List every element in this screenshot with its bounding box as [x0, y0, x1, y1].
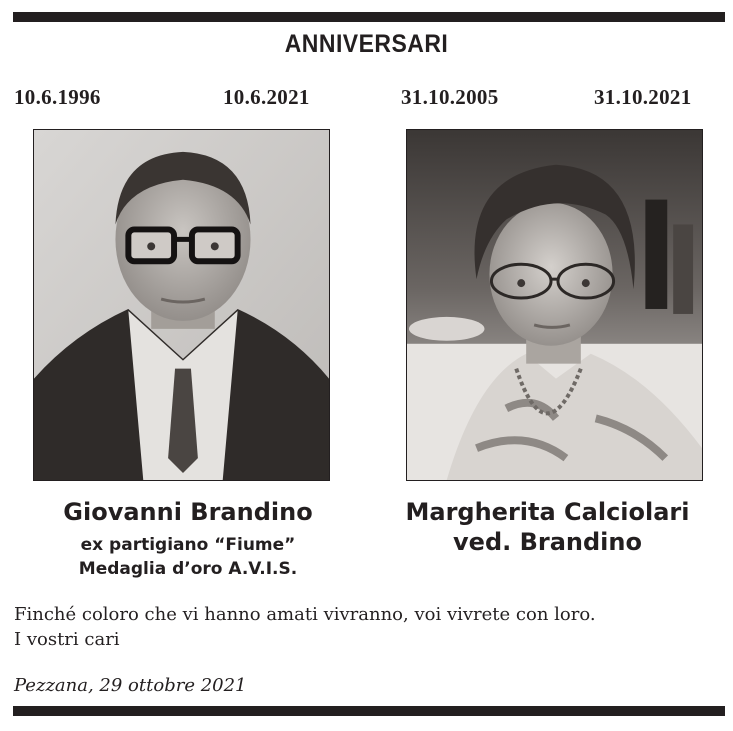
portrait-photo-man-icon: [34, 130, 329, 480]
portrait-margherita-calciolari: [406, 129, 703, 481]
memorial-verse: [14, 602, 724, 652]
verse-signature: I vostri cari: [14, 629, 120, 650]
top-border-rule: [13, 12, 725, 22]
right-date-from: 31.10.2005: [401, 85, 499, 109]
left-date-to: 10.6.2021: [223, 85, 310, 109]
bottom-border-rule: [13, 706, 725, 716]
portrait-giovanni-brandino: [33, 129, 330, 481]
verse-line: Finché coloro che vi hanno amati vivranno, voi vivrete con loro.: [14, 604, 596, 625]
left-person-award: Medaglia d’oro A.V.I.S.: [78, 559, 298, 579]
left-person-subtitle: ex partigiano “Fiume”: [80, 535, 296, 555]
left-date-from: 10.6.1996: [14, 85, 101, 109]
portrait-photo-woman-icon: [407, 130, 702, 480]
left-person-name: Giovanni Brandino: [63, 498, 313, 526]
place-and-date: Pezzana, 29 ottobre 2021: [14, 675, 247, 696]
right-person-name: Margherita Calciolari: [405, 498, 690, 526]
right-date-to: 31.10.2021: [594, 85, 692, 109]
right-person-subtitle: ved. Brandino: [453, 528, 642, 556]
notice-heading: ANNIVERSARI: [284, 30, 449, 58]
